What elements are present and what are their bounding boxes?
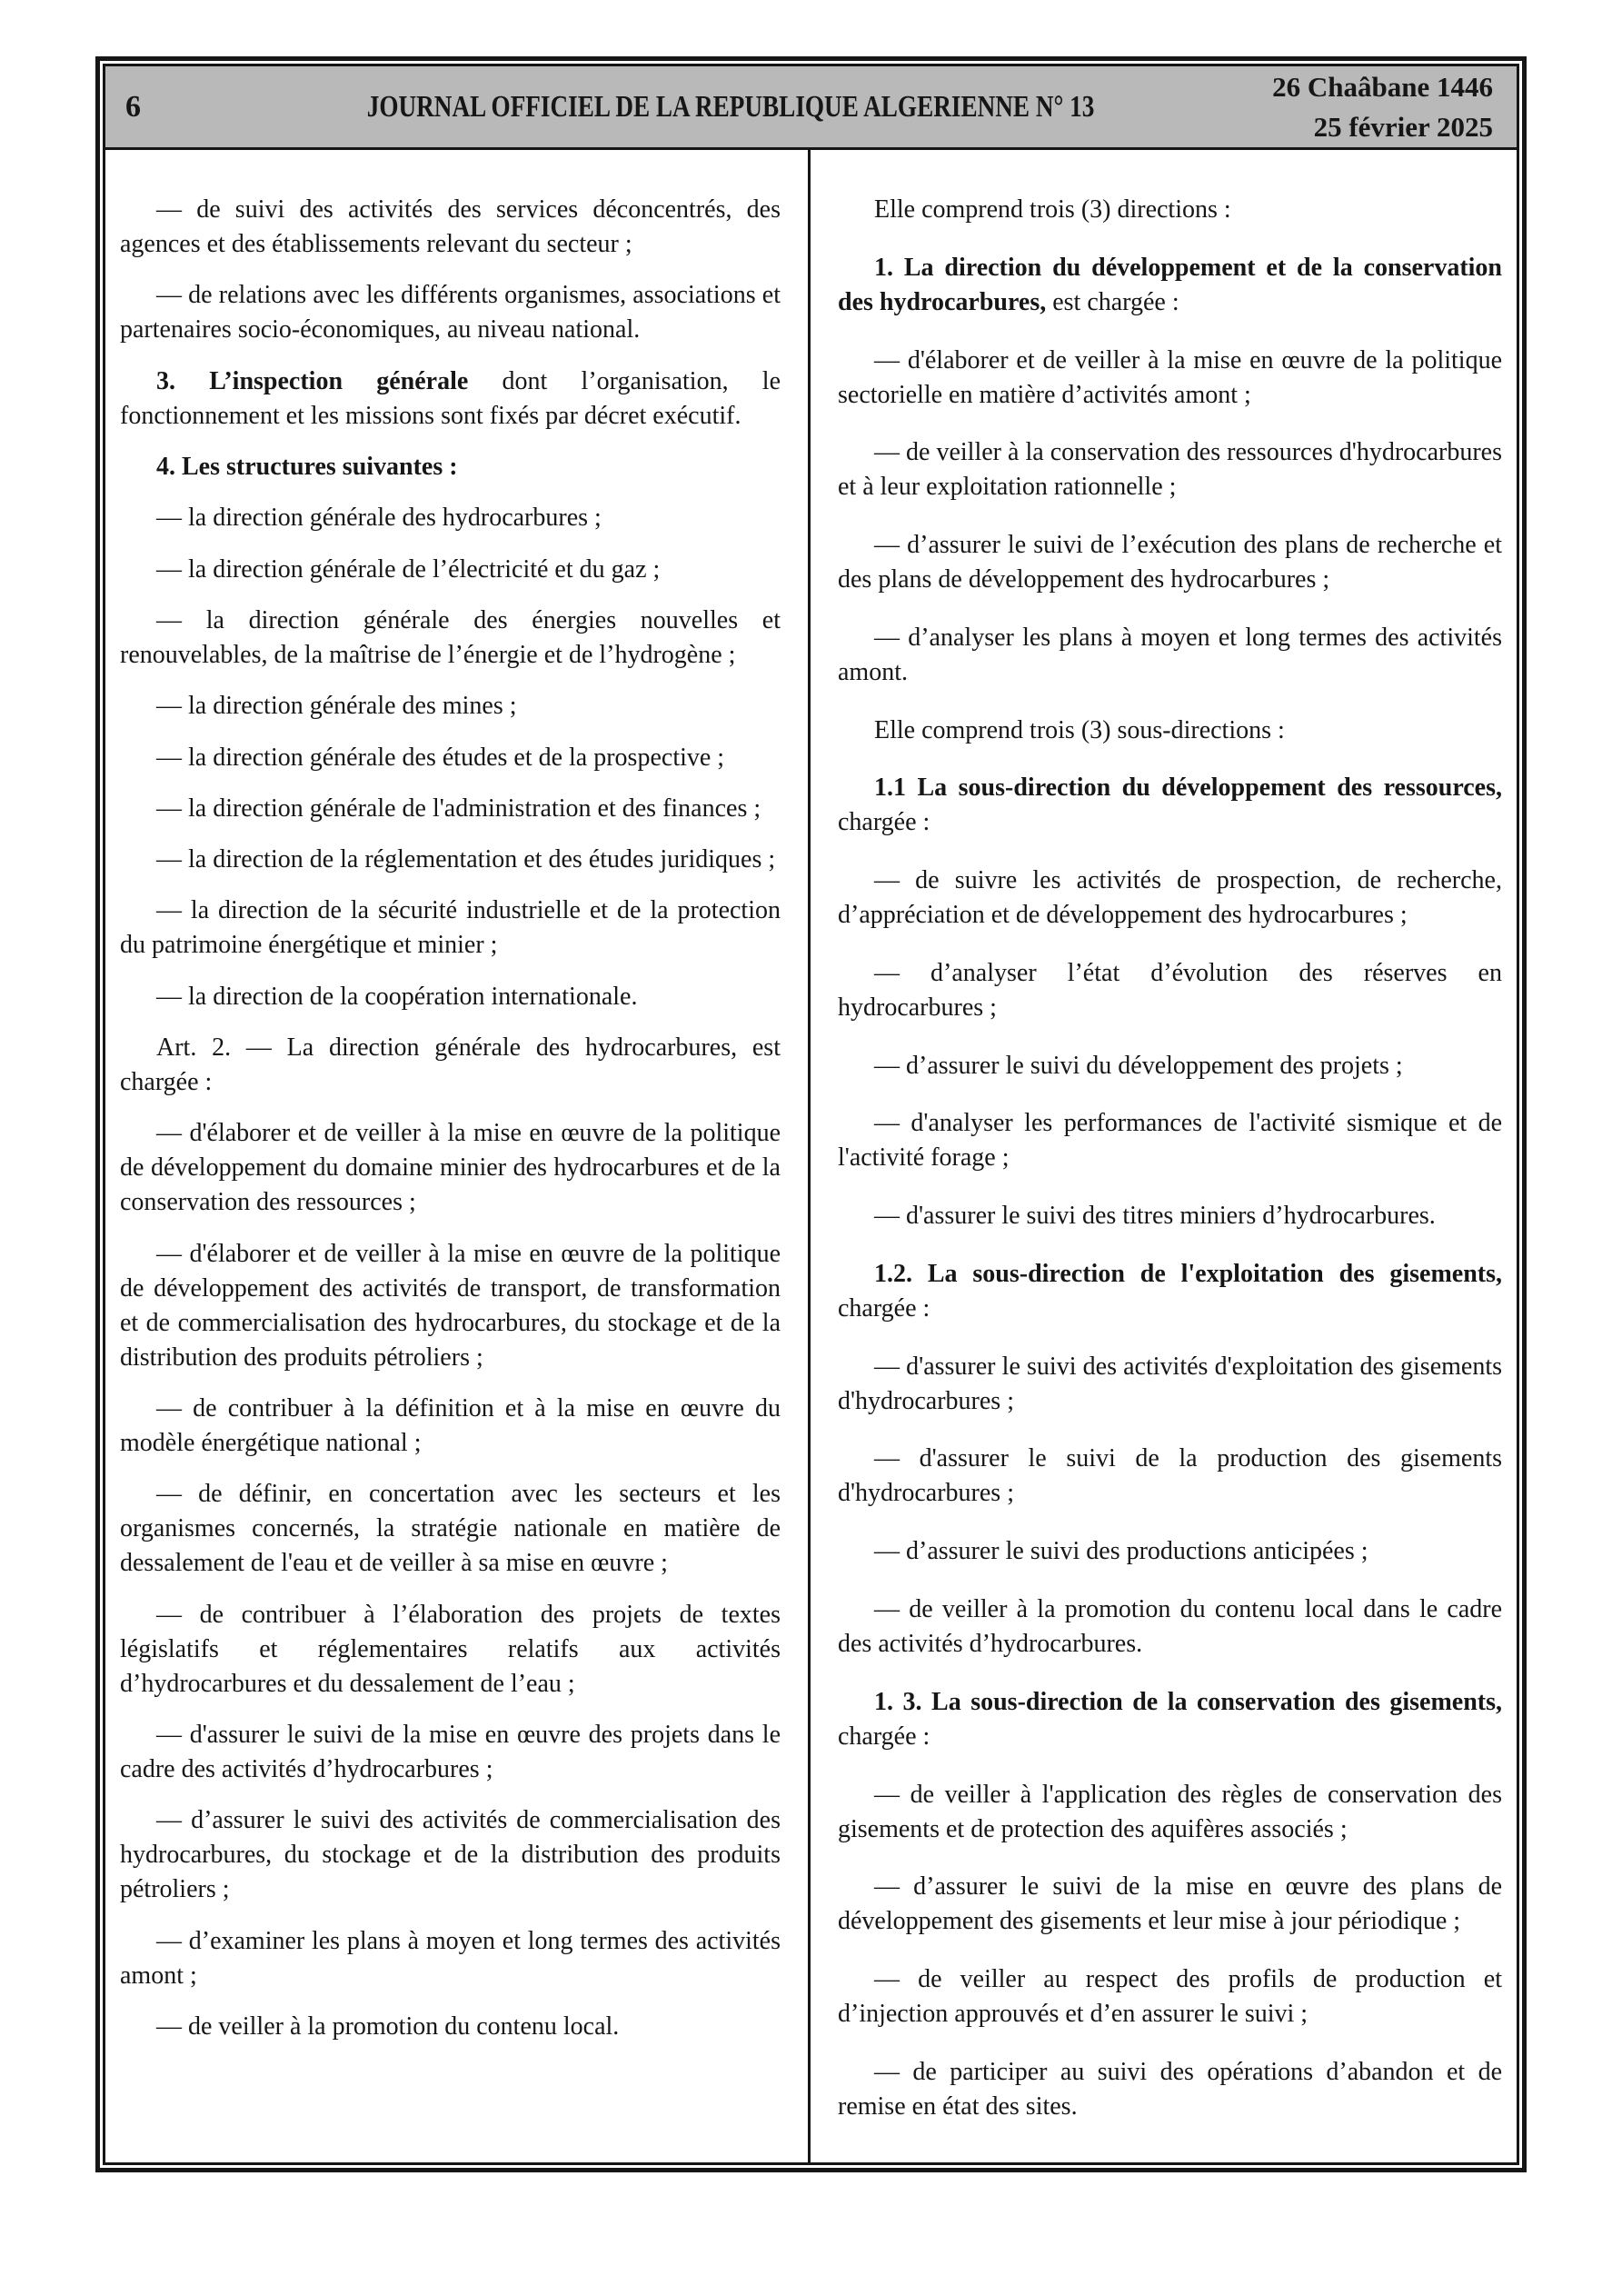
text-run: chargée : xyxy=(838,1293,930,1323)
text-run: — la direction de la sécurité industrielle et de la protection du patrimoine énergétique et minier ; xyxy=(120,896,781,960)
right-column xyxy=(811,150,1517,2162)
paragraph xyxy=(120,278,781,347)
text-run: — d’assurer le suivi des productions anticipées ; xyxy=(874,1537,1368,1566)
text-run: — de veiller à l'application des règles de conservation des gisements et de protection des aquifères associés ; xyxy=(838,1780,1502,1843)
text-run: — de suivre les activités de prospection, de recherche, d’appréciation et de développement des hydrocarbures ; xyxy=(838,866,1502,930)
text-run: — d'assurer le suivi des titres miniers d’hydrocarbures. xyxy=(874,1202,1436,1231)
text-run: — de participer au suivi des opérations d’abandon et de remise en état des sites. xyxy=(838,2057,1502,2121)
text-run: — d’examiner les plans à moyen et long termes des activités amont ; xyxy=(120,1926,781,1990)
paragraph xyxy=(838,2055,1502,2124)
paragraph xyxy=(120,364,781,434)
text-run: — de veiller au respect des profils de production et d’injection approuvés et d’en assurer le suivi ; xyxy=(838,1965,1502,2029)
text-run: dont l’organisation, le fonctionnement et les missions sont fixés par décret exécutif. xyxy=(120,366,781,430)
paragraph xyxy=(120,1116,781,1220)
text-run: — de contribuer à la définition et à la mise en œuvre du modèle énergétique national ; xyxy=(120,1394,781,1457)
paragraph xyxy=(120,1237,781,1375)
text-run: — d'analyser les performances de l'activité sismique et de l'activité forage ; xyxy=(838,1109,1502,1173)
paragraph xyxy=(120,1924,781,1993)
left-column xyxy=(105,150,811,2162)
text-run: — la direction générale de l'administration et des finances ; xyxy=(156,794,761,823)
paragraph xyxy=(838,1778,1502,1847)
text-run: chargée : xyxy=(838,1722,930,1751)
paragraph xyxy=(838,863,1502,933)
paragraph xyxy=(838,1199,1502,1233)
paragraph xyxy=(120,689,781,724)
text-run: — la direction de la coopération internationale. xyxy=(156,982,638,1011)
paragraph xyxy=(838,1962,1502,2031)
paragraph xyxy=(838,714,1502,748)
paragraph xyxy=(838,1592,1502,1662)
paragraph xyxy=(838,1106,1502,1175)
text-run: Elle comprend trois (3) directions : xyxy=(874,195,1231,224)
text-run: — de veiller à la promotion du contenu local dans le cadre des activités d’hydrocarbures. xyxy=(838,1595,1502,1659)
text-run: — d’analyser l’état d’évolution des réserves en hydrocarbures ; xyxy=(838,958,1502,1022)
text-run: — de veiller à la conservation des ressources d'hydrocarbures et à leur exploitation rationnelle ; xyxy=(838,438,1502,502)
page-frame xyxy=(95,56,1527,2172)
text-run: — d'élaborer et de veiller à la mise en œuvre de la politique sectorielle en matière d’activités amont ; xyxy=(838,345,1502,409)
bold-text-run: 4. Les structures suivantes : xyxy=(156,452,458,481)
left-column-text xyxy=(120,193,781,2044)
paragraph xyxy=(120,792,781,826)
date-gregorian: 25 février 2025 xyxy=(1313,110,1493,143)
text-run: — la direction générale de l’électricité et du gaz ; xyxy=(156,554,661,584)
text-run: — la direction générale des hydrocarbures ; xyxy=(156,504,602,533)
paragraph xyxy=(120,193,781,262)
text-run: — d’analyser les plans à moyen et long termes des activités amont. xyxy=(838,623,1502,686)
text-run: Art. 2. — La direction générale des hydrocarbures, est chargée : xyxy=(120,1033,781,1097)
paragraph xyxy=(120,1392,781,1461)
paragraph xyxy=(120,553,781,587)
paragraph xyxy=(838,1534,1502,1569)
text-run: — la direction de la réglementation et des études juridiques ; xyxy=(156,845,776,874)
date-hijri: 26 Chaâbane 1446 xyxy=(1272,70,1493,103)
text-run: est chargée : xyxy=(1046,287,1179,316)
paragraph xyxy=(120,1031,781,1100)
text-run: — de relations avec les différents organismes, associations et partenaires socio-économiques, au niveau national. xyxy=(120,281,781,344)
paragraph xyxy=(838,621,1502,690)
journal-title: JOURNAL OFFICIEL DE LA REPUBLIQUE ALGERIENNE N° 13 xyxy=(366,89,1095,124)
text-run: — d'élaborer et de veiller à la mise en œuvre de la politique de développement des activités de transport, de transformation et de commercialisation des hydrocarbures, du stockage et de la distribution des produits pétroliers ; xyxy=(120,1239,781,1372)
paragraph xyxy=(838,1685,1502,1754)
paragraph xyxy=(838,251,1502,320)
paragraph xyxy=(120,604,781,673)
paragraph xyxy=(120,1477,781,1581)
bold-text-run: 1. La direction du développement et de la conservation des hydrocarbures, xyxy=(838,253,1502,316)
paragraph xyxy=(120,893,781,963)
text-run: — d'élaborer et de veiller à la mise en œuvre de la politique de développement du domaine minier des hydrocarbures et de la conservation des ressources ; xyxy=(120,1119,781,1217)
text-run: — la direction générale des études et de la prospective ; xyxy=(156,743,725,772)
text-run: — de veiller à la promotion du contenu local. xyxy=(156,2011,620,2041)
journal-header xyxy=(105,66,1517,150)
bold-text-run: 3. L’inspection générale xyxy=(156,366,469,395)
text-run: — d’assurer le suivi du développement des projets ; xyxy=(874,1051,1403,1080)
paragraph xyxy=(120,501,781,535)
text-run: — de contribuer à l’élaboration des projets de textes législatifs et réglementaires relatifs aux activités d’hydrocarbures et du dessalement de l’eau ; xyxy=(120,1600,781,1698)
text-run: — la direction générale des énergies nouvelles et renouvelables, de la maîtrise de l’énergie et de l’hydrogène ; xyxy=(120,605,781,669)
paragraph xyxy=(838,1049,1502,1083)
text-run: — d’assurer le suivi de l’exécution des plans de recherche et des plans de développement des hydrocarbures ; xyxy=(838,531,1502,594)
paragraph xyxy=(838,956,1502,1025)
right-column-text xyxy=(838,193,1502,2124)
bold-text-run: 1.2. La sous-direction de l'exploitation des gisements, xyxy=(874,1259,1502,1288)
page-number: 6 xyxy=(125,89,141,124)
paragraph xyxy=(120,843,781,877)
paragraph xyxy=(838,1442,1502,1511)
issue-dates xyxy=(1272,67,1497,147)
text-run: — d'assurer le suivi de la mise en œuvre des projets dans le cadre des activités d’hydrocarbures ; xyxy=(120,1720,781,1783)
text-run: — d'assurer le suivi des activités d'exploitation des gisements d'hydrocarbures ; xyxy=(838,1352,1502,1415)
paragraph xyxy=(838,528,1502,597)
text-run: — de suivi des activités des services déconcentrés, des agences et des établissements relevant du secteur ; xyxy=(120,195,781,258)
paragraph xyxy=(838,344,1502,413)
text-run: — la direction générale des mines ; xyxy=(156,692,517,721)
paragraph xyxy=(838,193,1502,227)
paragraph xyxy=(838,1870,1502,1939)
text-run: chargée : xyxy=(838,808,930,837)
paragraph xyxy=(120,2010,781,2044)
paragraph xyxy=(120,741,781,775)
paragraph xyxy=(838,771,1502,840)
paragraph xyxy=(120,980,781,1014)
paragraph xyxy=(838,1257,1502,1326)
paragraph xyxy=(120,1803,781,1907)
text-run: — de définir, en concertation avec les secteurs et les organismes concernés, la stratégie nationale en matière de dessalement de l'eau et de veiller à sa mise en œuvre ; xyxy=(120,1480,781,1578)
text-run: — d’assurer le suivi de la mise en œuvre des plans de développement des gisements et leur mise à jour périodique ; xyxy=(838,1872,1502,1936)
page-frame-inner xyxy=(103,64,1519,2165)
text-run: — d'assurer le suivi de la production des gisements d'hydrocarbures ; xyxy=(838,1444,1502,1508)
text-run: Elle comprend trois (3) sous-directions : xyxy=(874,715,1285,744)
paragraph xyxy=(838,435,1502,504)
bold-text-run: 1.1 La sous-direction du développement des ressources, xyxy=(874,774,1502,803)
text-run: — d’assurer le suivi des activités de commercialisation des hydrocarbures, du stockage et de la distribution des produits pétroliers ; xyxy=(120,1806,781,1904)
bold-text-run: 1. 3. La sous-direction de la conservation des gisements, xyxy=(874,1687,1502,1716)
paragraph xyxy=(838,1350,1502,1419)
paragraph xyxy=(120,450,781,484)
paragraph xyxy=(120,1598,781,1702)
paragraph xyxy=(120,1718,781,1787)
page-body xyxy=(105,150,1517,2162)
